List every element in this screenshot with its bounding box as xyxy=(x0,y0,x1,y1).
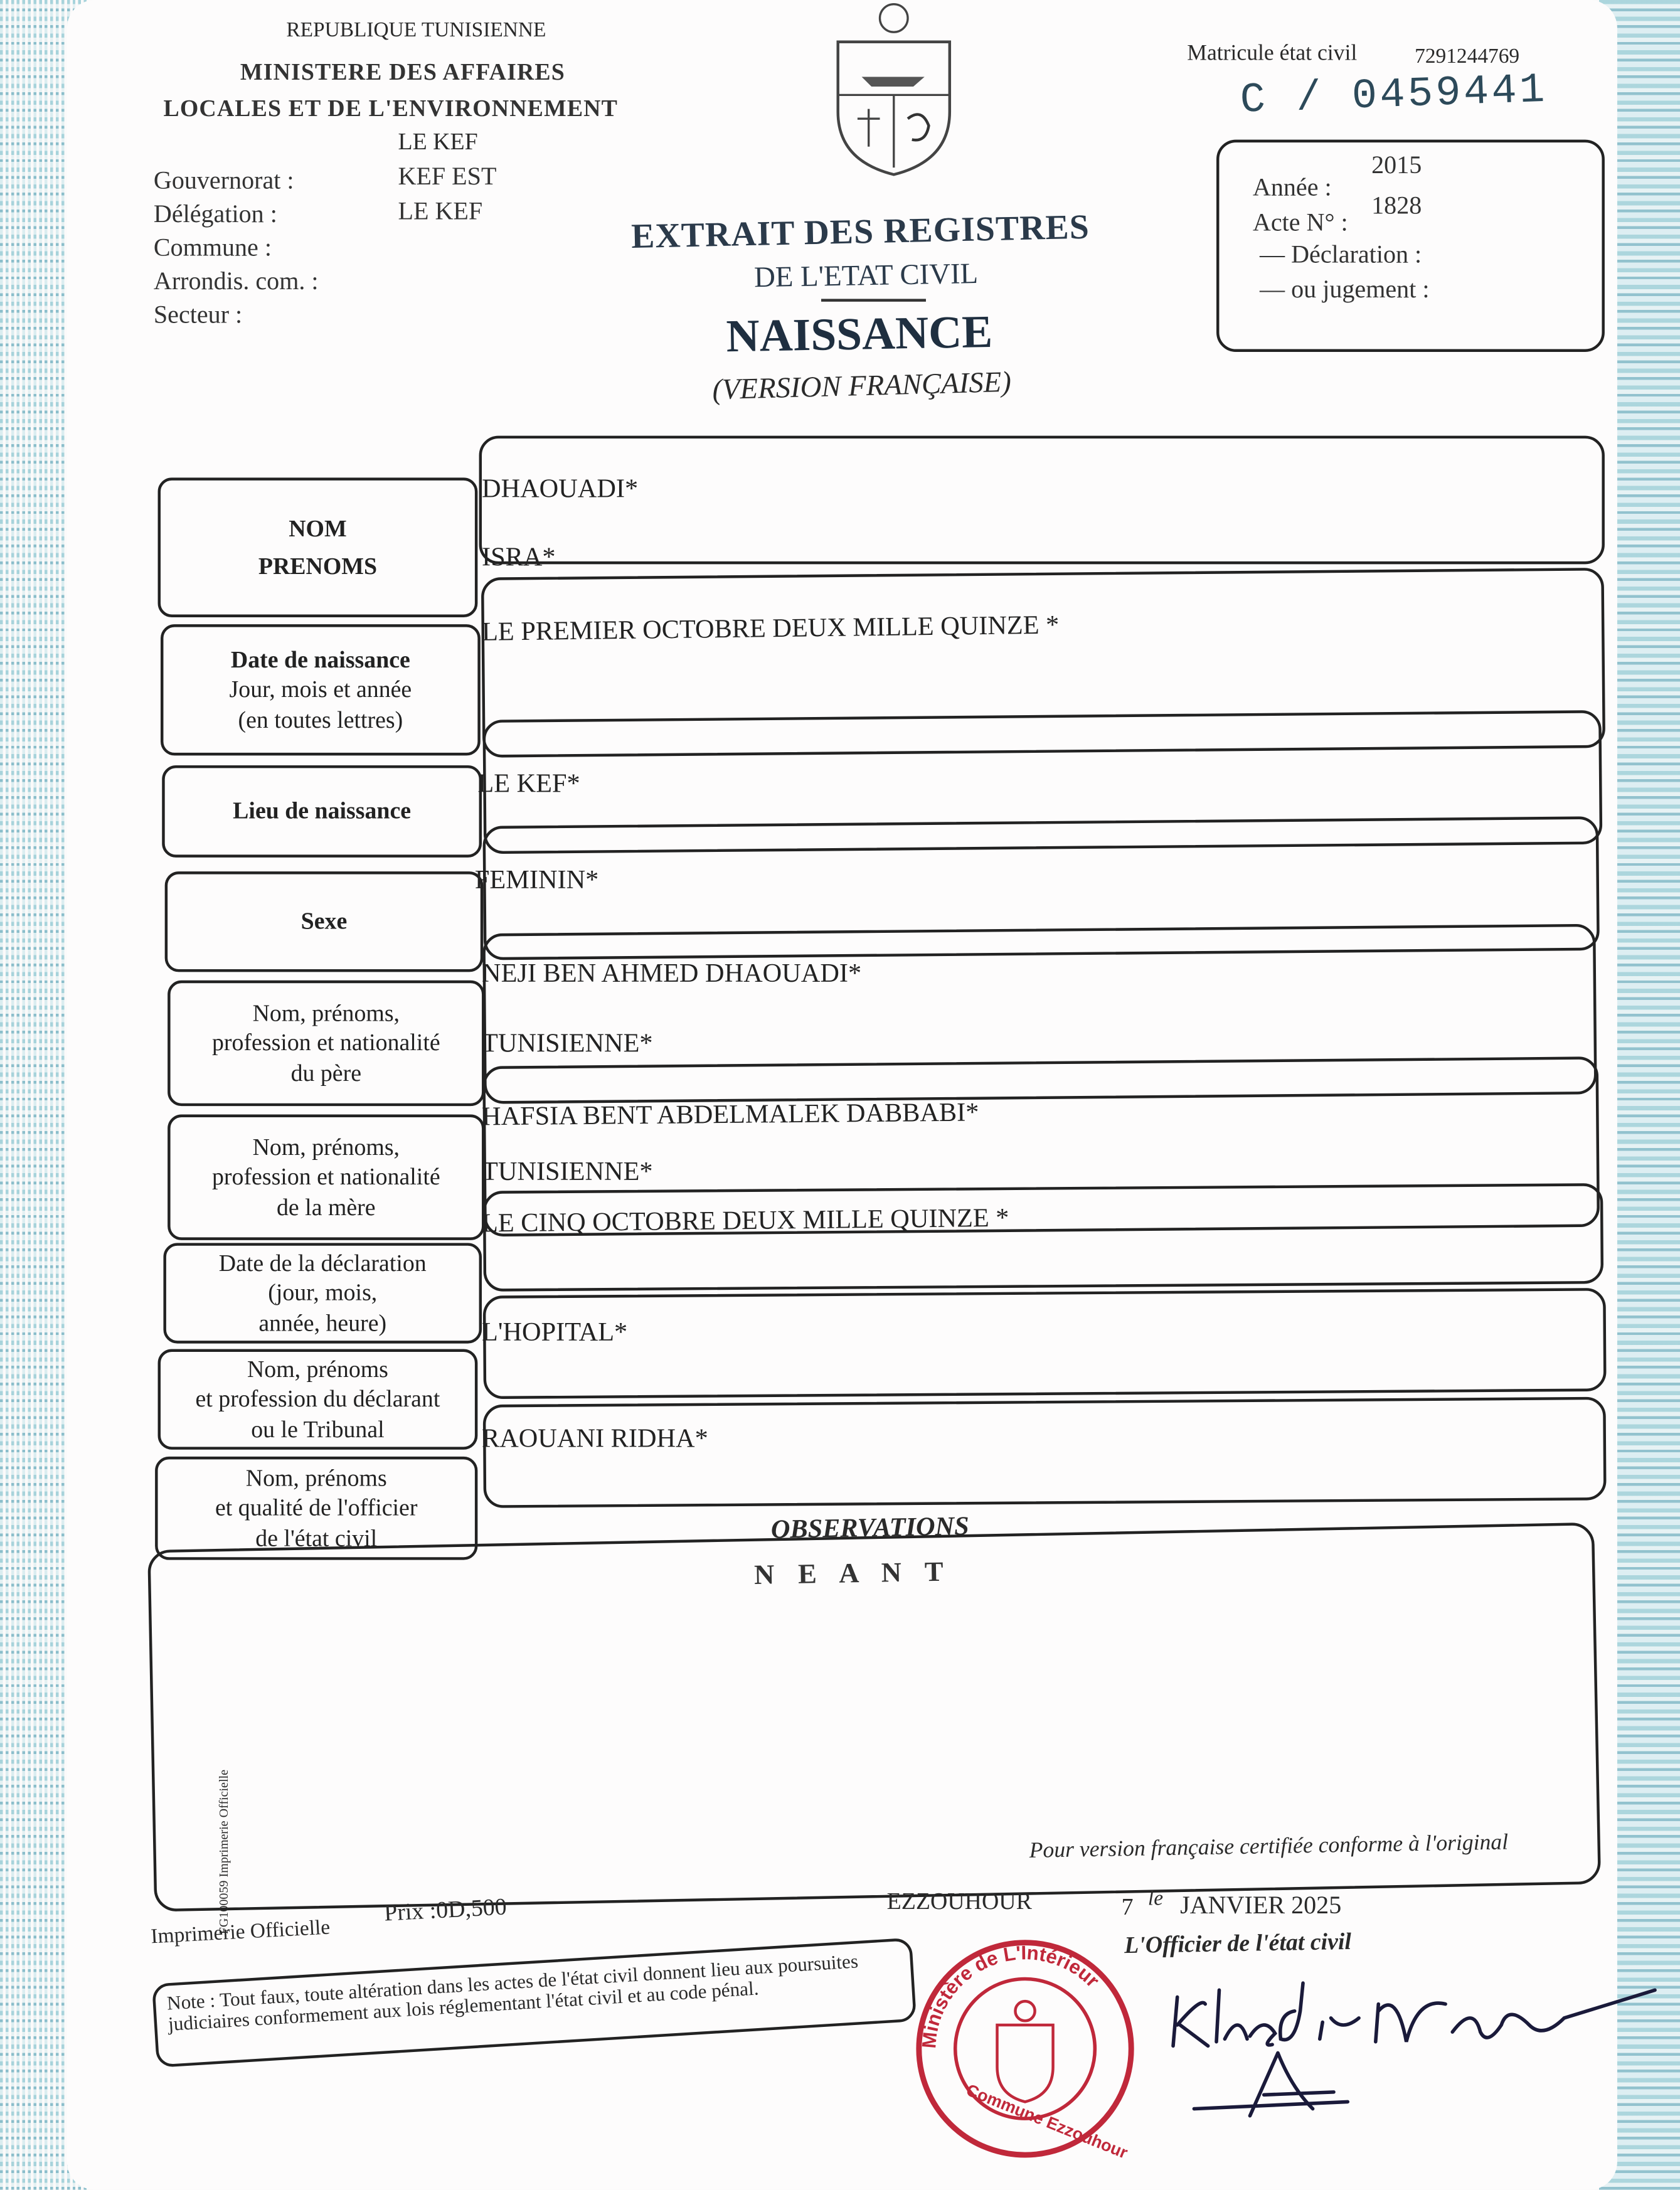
value-officier: RAOUANI RIDHA* xyxy=(482,1424,708,1454)
value-sexe: FEMININ* xyxy=(474,866,599,895)
label-mere xyxy=(167,1115,484,1240)
arrondissement-label: Arrondis. com. : xyxy=(153,267,319,295)
label-line: (jour, mois, xyxy=(268,1280,378,1307)
title-line-2: DE L'ETAT CIVIL xyxy=(753,256,979,294)
gouvernorat-label: Gouvernorat : xyxy=(153,166,294,194)
annee-value: 2015 xyxy=(1371,151,1422,179)
label-sexe xyxy=(165,871,484,972)
value-box xyxy=(479,436,1605,565)
version-label: (VERSION FRANÇAISE) xyxy=(711,364,1012,407)
label-line: PRENOMS xyxy=(258,553,378,580)
delegation-label: Délégation : xyxy=(153,199,277,228)
label-line: Lieu de naissance xyxy=(233,797,412,825)
value-box xyxy=(483,1288,1607,1399)
value-lieu-naissance: LE KEF* xyxy=(477,769,580,799)
value-date-declaration: LE CINQ OCTOBRE DEUX MILLE QUINZE * xyxy=(481,1204,1009,1239)
value-mere-nom: HAFSIA BENT ABDELMALEK DABBABI* xyxy=(481,1098,979,1132)
overprint-text: LE KEF xyxy=(398,128,478,156)
officer-title: L'Officier de l'état civil xyxy=(1124,1928,1352,1959)
legal-note: Note : Tout faux, toute altération dans les actes de l'état civil donnent lieu aux poursuites judiciaires conformement aux lois réglementant l'état civil et au code pénal. xyxy=(166,1952,859,2037)
title-divider xyxy=(821,299,926,301)
value-nom: DHAOUADI* xyxy=(482,474,639,504)
label-line: NOM xyxy=(289,514,347,542)
label-declarant xyxy=(158,1349,478,1450)
svg-text:Ministère de L'Intérieur: Ministère de L'Intérieur xyxy=(918,1942,1104,2049)
side-print-code: FG100059 Imprimerie Officielle xyxy=(216,1770,231,1935)
value-declarant: L'HOPITAL* xyxy=(482,1318,628,1348)
observations-label: OBSERVATIONS xyxy=(770,1512,970,1545)
label-line: et qualité de l'officier xyxy=(215,1494,418,1522)
date-le: le xyxy=(1147,1888,1164,1911)
label-line: Jour, mois et année xyxy=(229,676,412,703)
label-pere xyxy=(167,981,484,1106)
label-line: profession et nationalité xyxy=(211,1029,440,1056)
official-stamp-icon xyxy=(910,1934,1140,2164)
label-date-naissance xyxy=(161,624,481,755)
document-type: NAISSANCE xyxy=(725,307,993,363)
printer-label: Imprimerie Officielle xyxy=(150,1916,331,1949)
value-prenoms: ISRA* xyxy=(482,543,556,573)
label-line: Nom, prénoms, xyxy=(252,1000,400,1027)
ministry-line-2: LOCALES ET DE L'ENVIRONNEMENT xyxy=(163,95,618,122)
certified-statement: Pour version française certifiée conforme à l'original xyxy=(1029,1831,1509,1863)
annee-label: Année : xyxy=(1252,173,1332,201)
label-line: du père xyxy=(290,1059,362,1087)
republic-label: REPUBLIQUE TUNISIENNE xyxy=(286,19,546,42)
secteur-label: Secteur : xyxy=(153,300,243,329)
label-line: Nom, prénoms xyxy=(247,1356,388,1383)
value-mere-nationalite: TUNISIENNE* xyxy=(482,1157,653,1188)
label-line: de l'état civil xyxy=(255,1524,378,1551)
ministry-line-1: MINISTERE DES AFFAIRES xyxy=(240,58,565,85)
acte-label: Acte N° : xyxy=(1252,208,1348,237)
commune-label: Commune : xyxy=(153,233,272,262)
delegation-value: LE KEF xyxy=(398,196,483,225)
date-day: 7 xyxy=(1121,1893,1134,1921)
label-line: (en toutes lettres) xyxy=(238,706,403,733)
label-line: de la mère xyxy=(276,1193,376,1220)
date-month-year: JANVIER 2025 xyxy=(1180,1891,1342,1919)
value-pere-nom: NEJI BEN AHMED DHAOUADI* xyxy=(482,959,862,989)
label-line: profession et nationalité xyxy=(211,1164,440,1191)
signature-icon xyxy=(1166,1955,1669,2130)
gouvernorat-value: KEF EST xyxy=(398,162,497,190)
label-date-declaration xyxy=(163,1243,482,1343)
declaration-label: — Déclaration : xyxy=(1260,240,1422,268)
stamp-bottom-text: Commune Ezzouhour xyxy=(963,2080,1131,2163)
title-line-1: EXTRAIT DES REGISTRES xyxy=(630,208,1090,257)
matricule-label: Matricule état civil xyxy=(1187,41,1358,66)
observations-value: N E A N T xyxy=(753,1556,952,1592)
label-line: ou le Tribunal xyxy=(251,1415,385,1442)
label-nom-prenoms xyxy=(158,477,478,617)
label-line: année, heure) xyxy=(258,1309,387,1336)
label-line: Nom, prénoms, xyxy=(252,1134,400,1161)
serial-number: C / 0459441 xyxy=(1239,67,1548,125)
label-line: Sexe xyxy=(300,908,348,935)
value-date-naissance: LE PREMIER OCTOBRE DEUX MILLE QUINZE * xyxy=(481,610,1060,647)
price-label: Prix :0D,500 xyxy=(383,1893,508,1927)
value-pere-nationalite: TUNISIENNE* xyxy=(482,1029,653,1059)
acte-value: 1828 xyxy=(1371,191,1422,220)
label-line: Date de naissance xyxy=(230,647,410,674)
label-line: Date de la déclaration xyxy=(218,1250,427,1277)
jugement-label: — ou jugement : xyxy=(1260,275,1430,304)
tunisia-coat-of-arms-icon xyxy=(827,0,961,179)
label-lieu-naissance xyxy=(162,765,482,858)
label-line: Nom, prénoms xyxy=(245,1465,387,1492)
place-name: EZZOUHOUR xyxy=(886,1888,1032,1915)
label-line: et profession du déclarant xyxy=(195,1386,440,1413)
matricule-value: 7291244769 xyxy=(1415,46,1520,69)
